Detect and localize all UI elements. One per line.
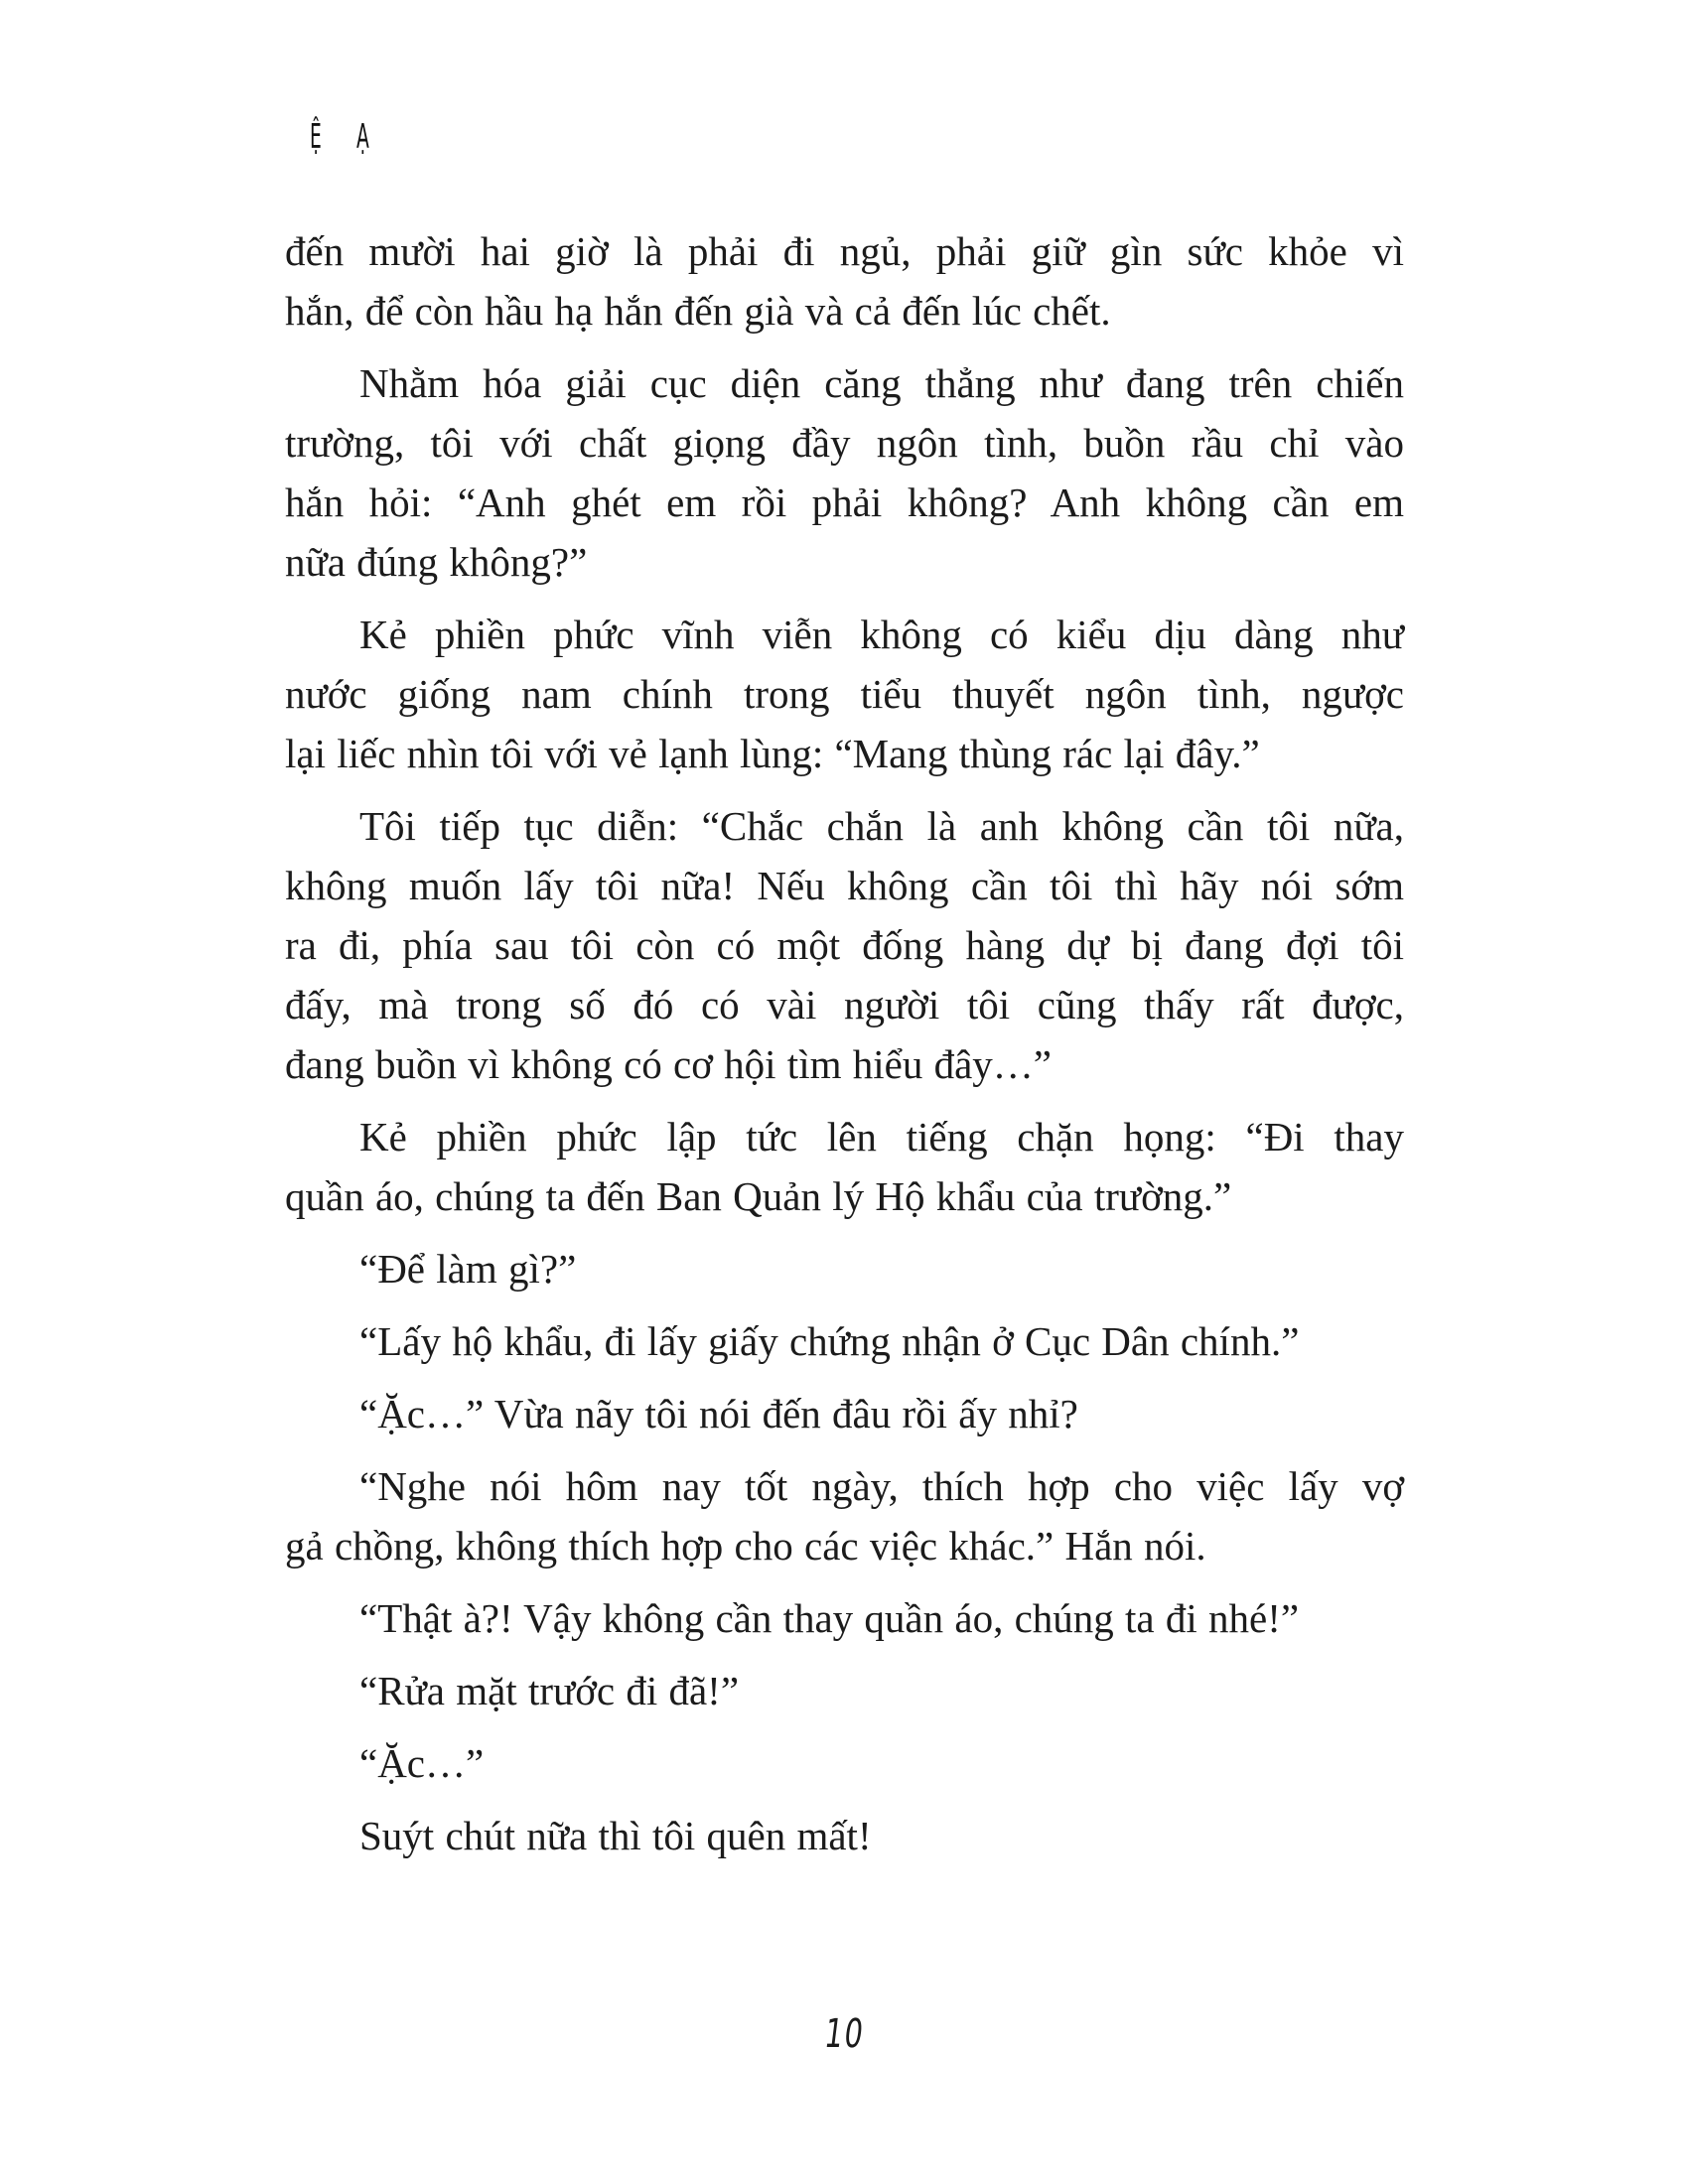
page-number-value: 10 [821, 2011, 867, 2057]
paragraph [285, 1588, 1404, 1648]
text-line: Nhằm hóa giải cục diện căng thẳng như đang trên chiến [359, 360, 1404, 406]
text-line: đấy, mà trong số đó có vài người tôi cũng thấy rất được, [285, 982, 1404, 1027]
text-line: không muốn lấy tôi nữa! Nếu không cần tôi thì hãy nói sớm [285, 863, 1404, 908]
header-glyph-2: Ạ [356, 117, 370, 157]
paragraph [285, 1456, 1404, 1575]
header-glyph-1: Ệ [310, 117, 322, 157]
text-line: “Thật à?! Vậy không cần thay quần áo, chúng ta đi nhé!” [359, 1595, 1300, 1641]
paragraph [285, 1733, 1404, 1793]
paragraph [285, 1806, 1404, 1865]
text-line: hắn, để còn hầu hạ hắn đến già và cả đến lúc chết. [285, 288, 1111, 334]
text-line: lại liếc nhìn tôi với vẻ lạnh lùng: “Mang thùng rác lại đây.” [285, 731, 1260, 776]
text-line: “Rửa mặt trước đi đã!” [359, 1668, 740, 1713]
text-line: Kẻ phiền phức vĩnh viễn không có kiểu dịu dàng như [359, 612, 1404, 657]
running-header [310, 117, 406, 157]
paragraph [285, 605, 1404, 783]
paragraph [285, 1107, 1404, 1226]
text-line: hắn hỏi: “Anh ghét em rồi phải không? Anh không cần em [285, 479, 1404, 525]
text-line: “Nghe nói hôm nay tốt ngày, thích hợp cho việc lấy vợ [359, 1463, 1404, 1509]
paragraph [285, 221, 1404, 341]
paragraph [285, 1384, 1404, 1443]
text-line: “Ặc…” Vừa nãy tôi nói đến đâu rồi ấy nhỉ? [359, 1391, 1078, 1436]
paragraph [285, 1311, 1404, 1371]
text-line: đang buồn vì không có cơ hội tìm hiểu đây…” [285, 1041, 1052, 1087]
paragraph [285, 1661, 1404, 1720]
text-line: Tôi tiếp tục diễn: “Chắc chắn là anh không cần tôi nữa, [359, 803, 1404, 849]
text-line: nước giống nam chính trong tiểu thuyết ngôn tình, ngược [285, 671, 1404, 717]
paragraph [285, 1239, 1404, 1298]
text-line: quần áo, chúng ta đến Ban Quản lý Hộ khẩu của trường.” [285, 1173, 1232, 1219]
text-line: Kẻ phiền phức lập tức lên tiếng chặn họng: “Đi thay [359, 1114, 1404, 1160]
text-line: nữa đúng không?” [285, 539, 588, 585]
page-number [0, 2011, 1688, 2057]
text-line: đến mười hai giờ là phải đi ngủ, phải giữ gìn sức khỏe vì [285, 228, 1404, 274]
text-line: “Để làm gì?” [359, 1246, 577, 1292]
text-line: gả chồng, không thích hợp cho các việc khác.” Hắn nói. [285, 1523, 1206, 1569]
paragraph [285, 796, 1404, 1094]
page-body [285, 221, 1404, 1878]
text-line: “Ặc…” [359, 1740, 485, 1786]
text-line: “Lấy hộ khẩu, đi lấy giấy chứng nhận ở Cục Dân chính.” [359, 1318, 1300, 1364]
text-line: ra đi, phía sau tôi còn có một đống hàng dự bị đang đợi tôi [285, 922, 1404, 968]
text-line: trường, tôi với chất giọng đầy ngôn tình, buồn rầu chỉ vào [285, 420, 1404, 466]
paragraph [285, 353, 1404, 592]
text-line: Suýt chút nữa thì tôi quên mất! [359, 1813, 872, 1858]
